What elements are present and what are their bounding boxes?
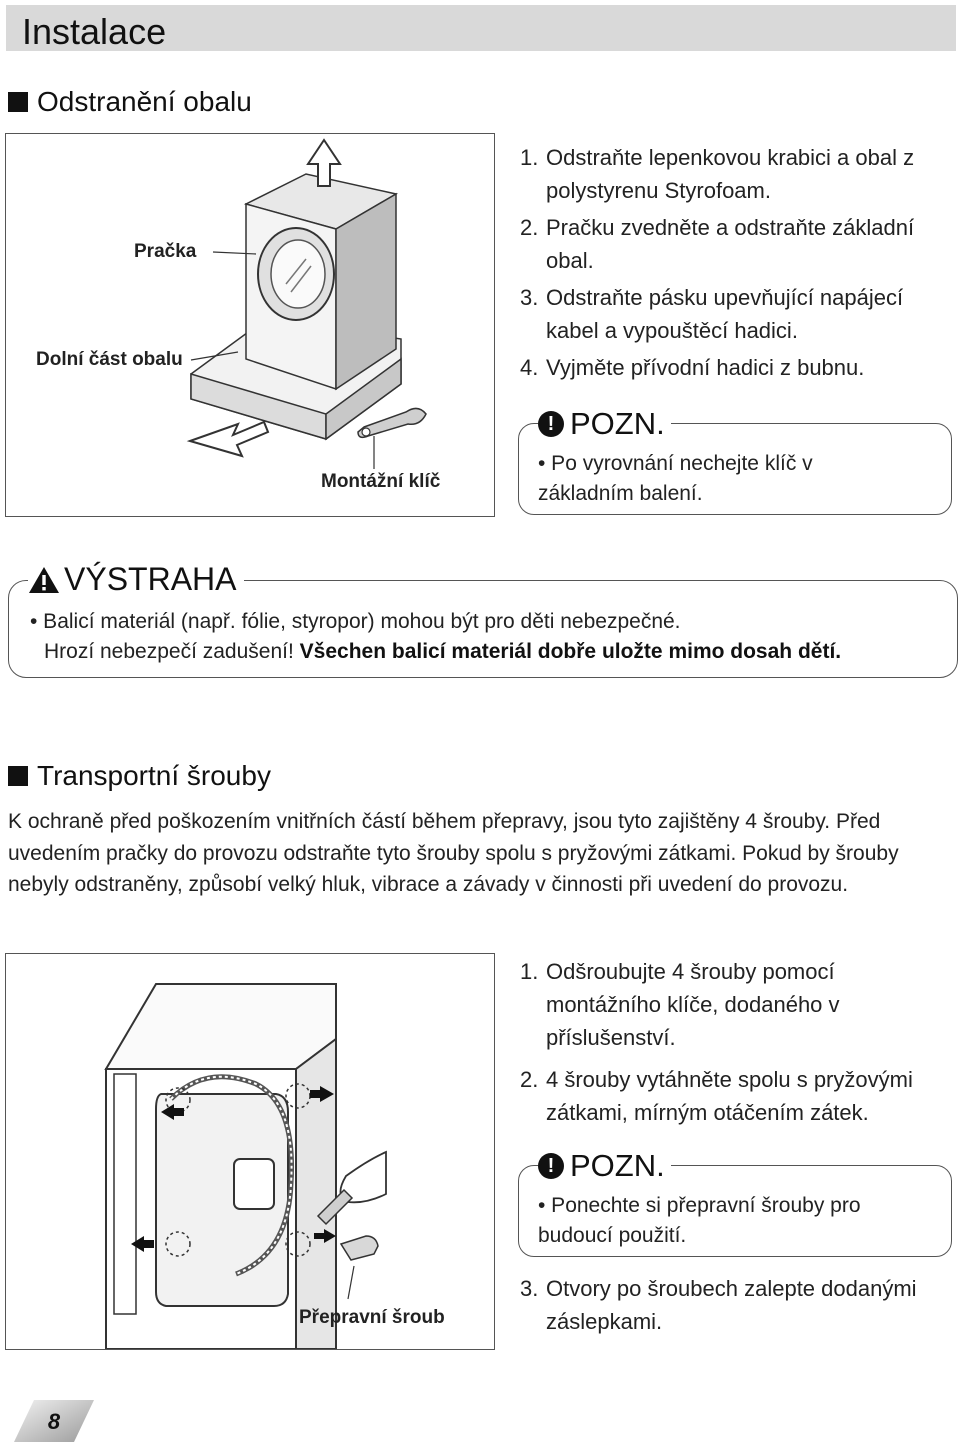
- list-item: 3. Otvory po šroubech zalepte dodanými záslepkami.: [520, 1276, 917, 1334]
- label-mounting-key: Montážní klíč: [321, 471, 441, 492]
- washer-on-base-illustration: [6, 134, 494, 516]
- warning-title: VÝSTRAHA: [28, 561, 244, 598]
- section-bullet-icon: [8, 766, 28, 786]
- figure-unpacking: [5, 133, 495, 517]
- list-item: 3. Odstraňte pásku upevňující napájecí kabel a vypouštěcí hadici.: [520, 285, 904, 343]
- list-item: 1. Odstraňte lepenkovou krabici a obal z polystyrenu Styrofoam.: [520, 145, 915, 203]
- page-title-bar: [6, 5, 956, 51]
- section-bullet-icon: [8, 92, 28, 112]
- page-number: 8: [47, 1409, 61, 1434]
- label-washer: Pračka: [134, 241, 197, 262]
- unpacking-steps: [520, 141, 940, 388]
- label-transport-bolt: Přepravní šroub: [299, 1307, 445, 1328]
- note-text-2: • Ponechte si přepravní šrouby pro budoucí použití.: [538, 1194, 861, 1247]
- figure-transport-bolts: [5, 953, 495, 1350]
- exclamation-icon: !: [538, 1153, 564, 1179]
- note-title-1: ! POZN.: [538, 406, 671, 442]
- warning-line-2: Hrozí nebezpečí zadušení! Všechen balicí materiál dobře uložte mimo dosah dětí.: [44, 640, 842, 663]
- section-heading-unpacking: [8, 86, 252, 118]
- exclamation-icon: !: [538, 411, 564, 437]
- transport-bolt-step-3: [520, 1272, 950, 1342]
- warning-line-1: • Balicí materiál (např. fólie, styropor) mohou být pro děti nebezpečné.: [30, 610, 681, 633]
- warning-triangle-icon: [28, 566, 60, 594]
- note-text-1: • Po vyrovnání nechejte klíč v základním balení.: [538, 452, 813, 505]
- list-item: 4. Vyjměte přívodní hadici z bubnu.: [520, 355, 865, 380]
- section-heading-text: Odstranění obalu: [37, 86, 252, 117]
- list-item: 2. 4 šrouby vytáhněte spolu s pryžovými zátkami, mírným otáčením zátek.: [520, 1067, 913, 1125]
- list-item: 2. Pračku zvedněte a odstraňte základní obal.: [520, 215, 915, 273]
- section-heading-text: Transportní šrouby: [37, 760, 271, 791]
- note-title-2: ! POZN.: [538, 1148, 671, 1184]
- list-item: 1. Odšroubujte 4 šrouby pomocí montážního klíče, dodaného v příslušenství.: [520, 959, 840, 1050]
- label-packing-base: Dolní část obalu: [36, 349, 183, 370]
- page-number-badge: [12, 1398, 96, 1444]
- page-title: Instalace: [22, 11, 167, 52]
- washer-back-illustration: [6, 954, 494, 1349]
- transport-bolt-steps: [520, 955, 940, 1133]
- section-heading-transport-bolts: [8, 760, 271, 792]
- transport-bolts-intro: K ochraně před poškozením vnitřních částí během přepravy, jsou tyto zajištěny 4 šrouby. Před uvedením pračky do provozu odstraňte tyto šrouby spolu s pryžovými zátkami. Pokud by šrouby nebyly odstraněny, způsobí velký hluk, vibrace a závady v činnosti při uvedení do provozu.: [8, 810, 899, 896]
- warning-text: [30, 607, 950, 667]
